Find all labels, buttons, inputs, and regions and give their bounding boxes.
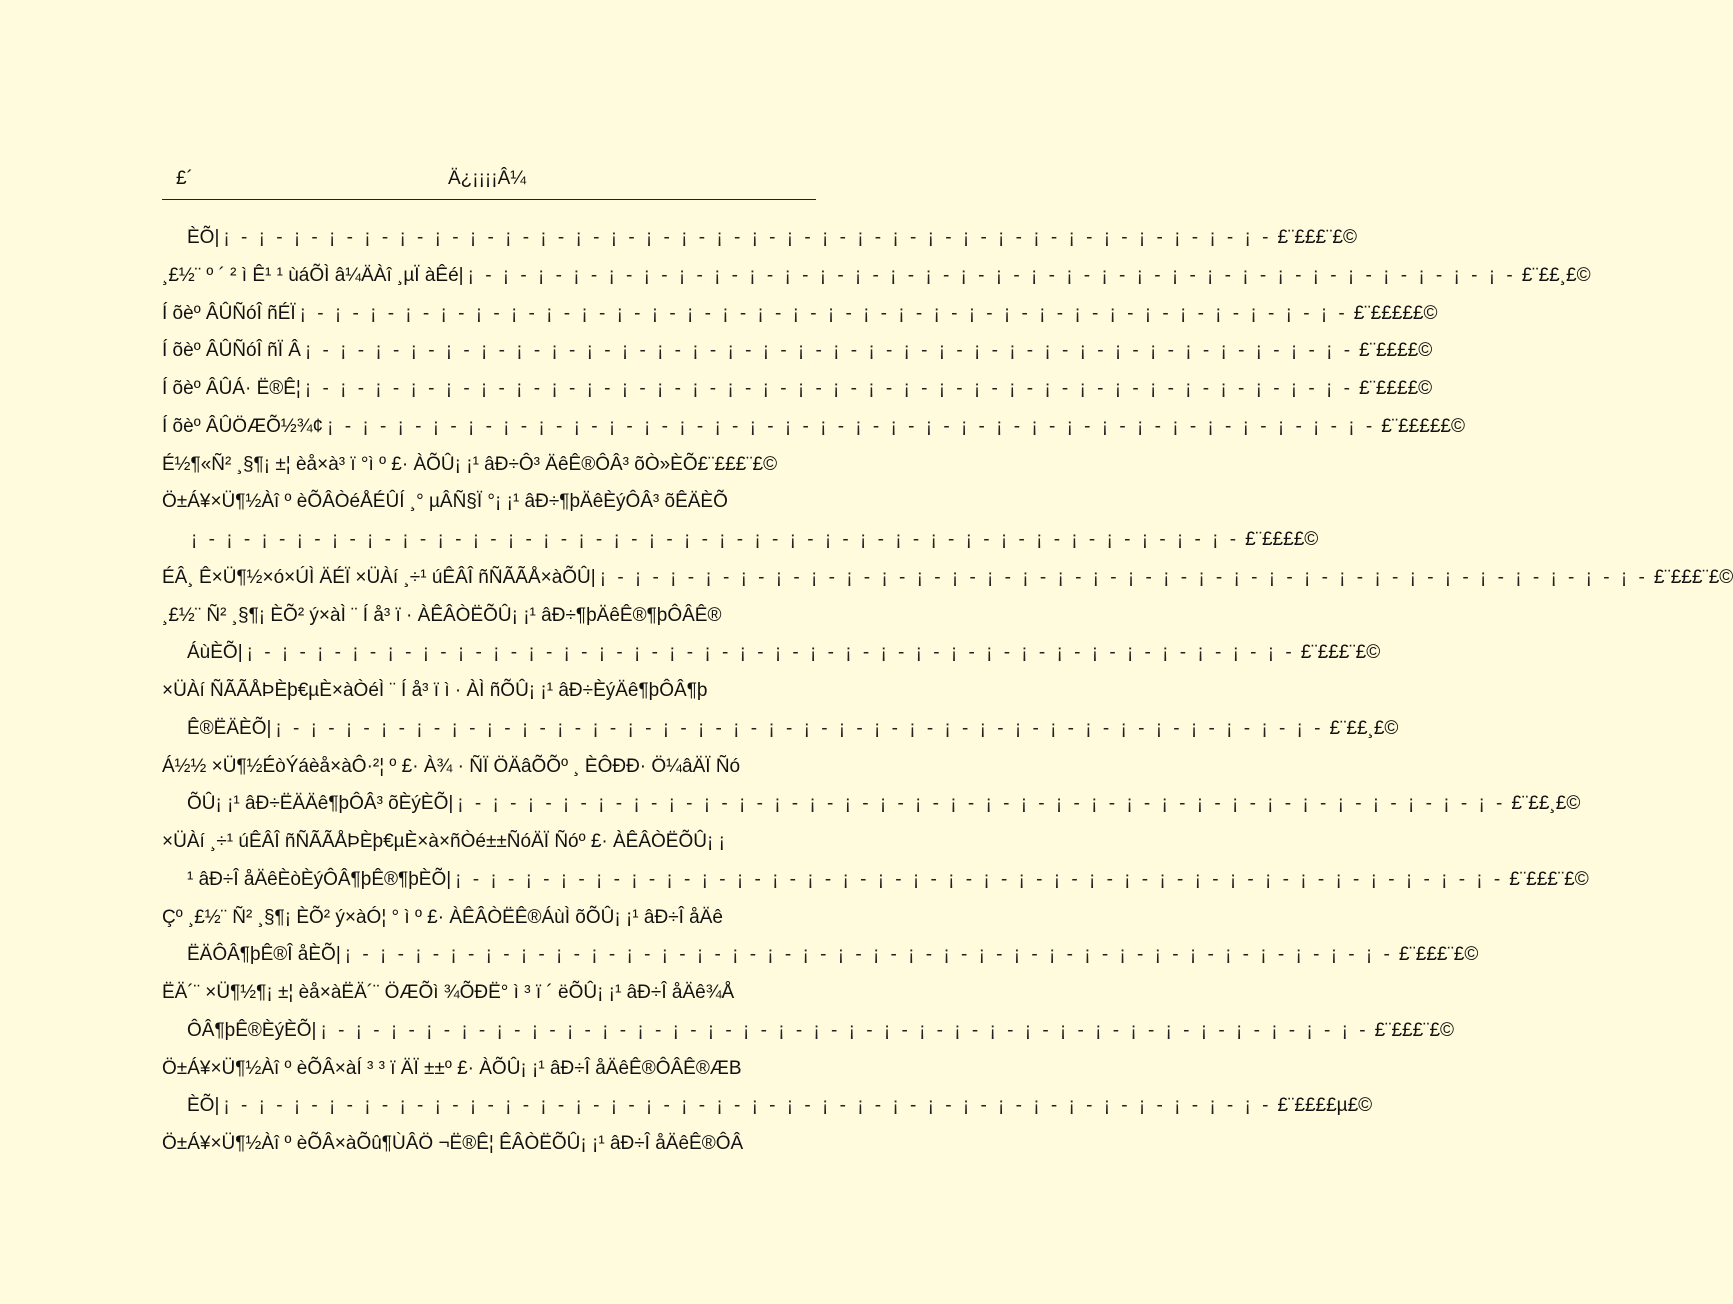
toc-entry-text: ÁùÈÕ| <box>187 642 243 664</box>
toc-page-ref: £¨£££££© <box>1381 415 1465 437</box>
toc-line <box>162 941 1479 979</box>
toc-line <box>162 413 1465 451</box>
toc-page-ref: £¨££££© <box>1358 378 1433 399</box>
toc-entry-text: ËÄÔÂ¶þÊ®Î åÈÕ| <box>187 944 341 966</box>
toc-entry-text: ÈÕ| <box>187 1095 220 1117</box>
toc-page-ref: £¨£££¨£© <box>1277 227 1357 248</box>
toc-entry-text: ×ÜÀí ¸÷¹ úÊÂÎ ñÑÃÃÅÞÈþ€µÈ×à×ñÒé±±ÑóÄÏ Ñóº £· ÀÊÂÒËÕÛ¡ ¡ <box>162 831 725 852</box>
dot-leader: ¡ - ¡ - ¡ - ¡ - ¡ - ¡ - ¡ - ¡ - ¡ - ¡ - ¡ - ¡ - ¡ - ¡ - ¡ - ¡ - ¡ - ¡ - ¡ - ¡ - ¡ - ¡ - ¡ - ¡ - ¡ - ¡ - ¡ - ¡ - ¡ - ¡ - <box>320 1019 1369 1041</box>
dot-leader: ¡ - ¡ - ¡ - ¡ - ¡ - ¡ - ¡ - ¡ - ¡ - ¡ - ¡ - ¡ - ¡ - ¡ - ¡ - ¡ - ¡ - ¡ - ¡ - ¡ - ¡ - ¡ - ¡ - ¡ - ¡ - ¡ - ¡ - ¡ - ¡ - ¡ - <box>304 378 1353 399</box>
toc-entry-text: ÔÂ¶þÊ®ÈýÈÕ| <box>187 1019 317 1041</box>
dot-leader: ¡ - ¡ - ¡ - ¡ - ¡ - ¡ - ¡ - ¡ - ¡ - ¡ - ¡ - ¡ - ¡ - ¡ - ¡ - ¡ - ¡ - ¡ - ¡ - ¡ - ¡ - ¡ - ¡ - ¡ - ¡ - ¡ - ¡ - ¡ - ¡ - ¡ - <box>599 566 1648 588</box>
toc-line <box>162 639 1381 677</box>
toc-line <box>162 1055 832 1093</box>
toc-entry-text: Í õèº ÂÛÑóÎ ñÏ Â <box>162 340 301 362</box>
toc-page-ref: £¨££¸£© <box>1511 793 1581 815</box>
page-header <box>162 168 816 192</box>
toc-entry-text: Ö±Á¥×Ü¶½Àî º èÕÂÒéÅÉÛÍ ¸° µÂÑ§Ï °¡ ¡¹ âÐ÷¶þÄêÈýÔÂ³ õÊÄÈÕ <box>162 491 728 513</box>
toc-entry-text: Í õèº ÂÛÑóÎ ñÉÏ <box>162 302 296 324</box>
toc-line <box>162 1092 1373 1130</box>
toc-line <box>162 602 832 640</box>
dot-leader: ¡ - ¡ - ¡ - ¡ - ¡ - ¡ - ¡ - ¡ - ¡ - ¡ - ¡ - ¡ - ¡ - ¡ - ¡ - ¡ - ¡ - ¡ - ¡ - ¡ - ¡ - ¡ - ¡ - ¡ - ¡ - ¡ - ¡ - ¡ - ¡ - ¡ - <box>246 642 1295 664</box>
toc-line <box>162 1017 1455 1055</box>
toc-line <box>162 677 832 715</box>
toc-page-ref: £¨£££££© <box>1353 302 1438 324</box>
toc-entry-text: ¸£½¨ º ´ ² ì Ê¹ ¹ ùáÕÌ â¼ÄÀî ¸µÏ àÊé| <box>162 264 464 286</box>
toc-line <box>162 451 832 489</box>
toc-entry-text: Ê®ËÄÈÕ| <box>187 717 272 739</box>
toc-line <box>162 488 832 526</box>
toc-entry-text: Ö±Á¥×Ü¶½Àî º èÕÂ×àÕû¶ÙÂÖ ¬Ë®Ê¦ ÊÂÒËÕÛ¡ ¡¹ âÐ÷Î åÄêÊ®ÔÂ <box>162 1133 744 1154</box>
toc-line <box>162 753 832 791</box>
dot-leader: ¡ - ¡ - ¡ - ¡ - ¡ - ¡ - ¡ - ¡ - ¡ - ¡ - ¡ - ¡ - ¡ - ¡ - ¡ - ¡ - ¡ - ¡ - ¡ - ¡ - ¡ - ¡ - ¡ - ¡ - ¡ - ¡ - ¡ - ¡ - ¡ - ¡ - <box>191 529 1240 550</box>
toc-entry-text: Ö±Á¥×Ü¶½Àî º èÕÂ×àÍ ³ ³ ï ÄÏ ±±º £· ÀÕÛ¡ ¡¹ âÐ÷Î åÄêÊ®ÔÂÊ®ÆB <box>162 1057 742 1079</box>
toc-line <box>162 866 1589 904</box>
toc-entry-text: Çº ¸£½¨ Ñ² ¸§¶¡ ÈÕ² ý×àÓ¦ ° ì º £· ÀÊÂÒËÊ®ÁùÌ õÕÛ¡ ¡¹ âÐ÷Î åÄê <box>162 906 723 928</box>
toc-entry-text: ×ÜÀí ÑÃÃÅÞÈþ€µÈ×àÒéÌ ¨ Í å³ ï ì · ÀÌ ñÕÛ¡ ¡¹ âÐ÷ÈýÄê¶þÔÂ¶þ <box>162 680 708 701</box>
dot-leader: ¡ - ¡ - ¡ - ¡ - ¡ - ¡ - ¡ - ¡ - ¡ - ¡ - ¡ - ¡ - ¡ - ¡ - ¡ - ¡ - ¡ - ¡ - ¡ - ¡ - ¡ - ¡ - ¡ - ¡ - ¡ - ¡ - ¡ - ¡ - ¡ - ¡ - <box>299 302 1348 324</box>
header-rule <box>162 199 816 200</box>
toc-line <box>162 790 1581 828</box>
toc-line <box>162 715 1399 753</box>
toc-line <box>162 337 1433 375</box>
toc-line <box>162 564 1733 602</box>
toc-entry-text: ÉÂ¸ Ê×Ü¶½×ó×ÚÌ ÄÉÏ ×ÜÀí ¸÷¹ úÊÂÎ ñÑÃÃÅ×àÕÛ| <box>162 566 596 588</box>
toc-line <box>162 262 1591 300</box>
dot-leader: ¡ - ¡ - ¡ - ¡ - ¡ - ¡ - ¡ - ¡ - ¡ - ¡ - ¡ - ¡ - ¡ - ¡ - ¡ - ¡ - ¡ - ¡ - ¡ - ¡ - ¡ - ¡ - ¡ - ¡ - ¡ - ¡ - ¡ - ¡ - ¡ - ¡ - <box>275 717 1324 739</box>
running-title: Ä¿¡¡¡¡Â¼ <box>448 168 527 189</box>
dot-leader: ¡ - ¡ - ¡ - ¡ - ¡ - ¡ - ¡ - ¡ - ¡ - ¡ - ¡ - ¡ - ¡ - ¡ - ¡ - ¡ - ¡ - ¡ - ¡ - ¡ - ¡ - ¡ - ¡ - ¡ - ¡ - ¡ - ¡ - ¡ - ¡ - ¡ - <box>304 340 1354 362</box>
toc-page-ref: £¨£££¨£© <box>1653 566 1733 588</box>
toc-page-ref: £¨££££© <box>1359 340 1433 362</box>
toc-page-ref: £¨£££¨£© <box>1300 642 1381 664</box>
table-of-contents <box>162 224 1733 1168</box>
toc-entry-text: Í õèº ÂÛÖÆÕ½¾¢ <box>162 415 324 437</box>
toc-entry-text: ¸£½¨ Ñ² ¸§¶¡ ÈÕ² ý×àÌ ¨ Í å³ ï · ÀÊÂÒËÕÛ¡ ¡¹ âÐ÷¶þÄêÊ®¶þÔÂÊ® <box>162 604 722 626</box>
page-number: £´ <box>176 168 193 189</box>
toc-entry-text: Í õèº ÂÛÁ· Ë®Ê¦ <box>162 378 301 399</box>
dot-leader: ¡ - ¡ - ¡ - ¡ - ¡ - ¡ - ¡ - ¡ - ¡ - ¡ - ¡ - ¡ - ¡ - ¡ - ¡ - ¡ - ¡ - ¡ - ¡ - ¡ - ¡ - ¡ - ¡ - ¡ - ¡ - ¡ - ¡ - ¡ - ¡ - ¡ - <box>457 793 1506 815</box>
toc-entry-text: ËÄ´¨ ×Ü¶½¶¡ ±¦ èå×àËÄ´¨ ÖÆÕì ¾ÕÐË° ì ³ ï ´ ëÕÛ¡ ¡¹ âÐ÷Î åÄê¾Å <box>162 982 735 1003</box>
toc-entry-text: ÈÕ| <box>187 227 220 248</box>
dot-leader: ¡ - ¡ - ¡ - ¡ - ¡ - ¡ - ¡ - ¡ - ¡ - ¡ - ¡ - ¡ - ¡ - ¡ - ¡ - ¡ - ¡ - ¡ - ¡ - ¡ - ¡ - ¡ - ¡ - ¡ - ¡ - ¡ - ¡ - ¡ - ¡ - ¡ - <box>223 227 1272 248</box>
dot-leader: ¡ - ¡ - ¡ - ¡ - ¡ - ¡ - ¡ - ¡ - ¡ - ¡ - ¡ - ¡ - ¡ - ¡ - ¡ - ¡ - ¡ - ¡ - ¡ - ¡ - ¡ - ¡ - ¡ - ¡ - ¡ - ¡ - ¡ - ¡ - ¡ - ¡ - <box>455 868 1504 890</box>
toc-line <box>162 375 1433 413</box>
toc-entry-text: ÕÛ¡ ¡¹ âÐ÷ËÄÄê¶þÔÂ³ õÈýÈÕ| <box>187 793 454 815</box>
toc-page-ref: £¨£££¨£© <box>1398 944 1479 966</box>
dot-leader: ¡ - ¡ - ¡ - ¡ - ¡ - ¡ - ¡ - ¡ - ¡ - ¡ - ¡ - ¡ - ¡ - ¡ - ¡ - ¡ - ¡ - ¡ - ¡ - ¡ - ¡ - ¡ - ¡ - ¡ - ¡ - ¡ - ¡ - ¡ - ¡ - ¡ - <box>467 264 1516 286</box>
toc-page-ref: £¨£££¨£© <box>1509 868 1589 890</box>
dot-leader: ¡ - ¡ - ¡ - ¡ - ¡ - ¡ - ¡ - ¡ - ¡ - ¡ - ¡ - ¡ - ¡ - ¡ - ¡ - ¡ - ¡ - ¡ - ¡ - ¡ - ¡ - ¡ - ¡ - ¡ - ¡ - ¡ - ¡ - ¡ - ¡ - ¡ - <box>344 944 1393 966</box>
toc-line <box>162 979 832 1017</box>
toc-line <box>162 224 1357 262</box>
toc-page-ref: £¨££¸£© <box>1521 264 1591 286</box>
toc-page-ref: £¨££¸£© <box>1329 717 1399 739</box>
toc-line <box>162 526 1319 564</box>
toc-entry-text: Á½½ ×Ü¶½ÉòÝáèå×àÔ·²¦ º £· À¾ · ÑÏ ÖÄâÕÕº ¸ ÈÔÐÐ· Ö¼âÄÏ Ñó <box>162 755 741 777</box>
toc-entry-text: ¹ âÐ÷Î åÄêÈòÈýÔÂ¶þÊ®¶þÈÕ| <box>187 868 452 890</box>
toc-line <box>162 828 832 866</box>
toc-page-ref: £¨££££© <box>1245 529 1319 550</box>
toc-line <box>162 904 832 942</box>
toc-entry-text: É½¶«Ñ² ¸§¶¡ ±¦ èå×à³ ï °ì º £· ÀÕÛ¡ ¡¹ âÐ÷Ô³ ÄêÊ®ÔÂ³ õÒ»ÈÕ£¨£££¨£© <box>162 453 778 475</box>
dot-leader: ¡ - ¡ - ¡ - ¡ - ¡ - ¡ - ¡ - ¡ - ¡ - ¡ - ¡ - ¡ - ¡ - ¡ - ¡ - ¡ - ¡ - ¡ - ¡ - ¡ - ¡ - ¡ - ¡ - ¡ - ¡ - ¡ - ¡ - ¡ - ¡ - ¡ - <box>327 415 1376 437</box>
toc-page-ref: £¨££££µ£© <box>1277 1095 1373 1117</box>
dot-leader: ¡ - ¡ - ¡ - ¡ - ¡ - ¡ - ¡ - ¡ - ¡ - ¡ - ¡ - ¡ - ¡ - ¡ - ¡ - ¡ - ¡ - ¡ - ¡ - ¡ - ¡ - ¡ - ¡ - ¡ - ¡ - ¡ - ¡ - ¡ - ¡ - ¡ - <box>223 1095 1272 1117</box>
toc-line <box>162 1130 832 1168</box>
toc-page-ref: £¨£££¨£© <box>1374 1019 1455 1041</box>
toc-line <box>162 300 1438 338</box>
